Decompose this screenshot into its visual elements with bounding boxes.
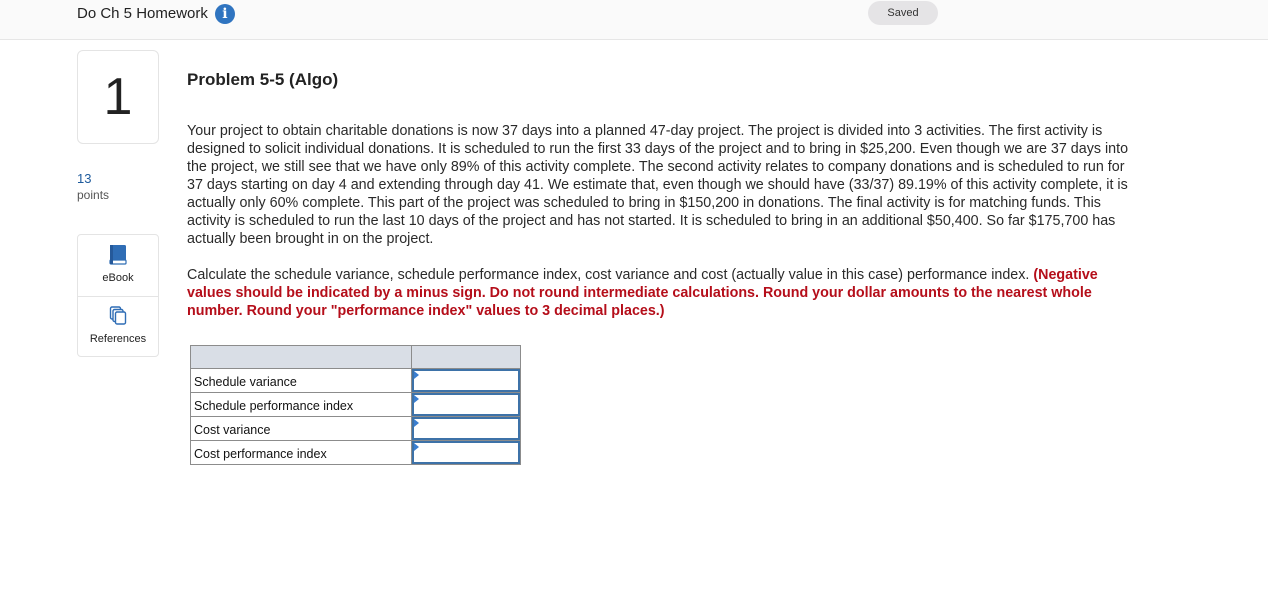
ebook-button[interactable] bbox=[78, 235, 158, 296]
cost-variance-input[interactable] bbox=[412, 417, 520, 440]
row-label-cost-performance-index: Cost performance index bbox=[191, 441, 412, 465]
answer-cell bbox=[412, 369, 521, 393]
answer-table-header-value bbox=[412, 346, 521, 369]
problem-title: Problem 5-5 (Algo) bbox=[187, 70, 339, 89]
table-row bbox=[191, 441, 521, 465]
row-label-schedule-variance: Schedule variance bbox=[191, 369, 412, 393]
answer-table-header-label bbox=[191, 346, 412, 369]
table-row bbox=[191, 393, 521, 417]
answer-cell bbox=[412, 417, 521, 441]
info-icon[interactable]: i bbox=[215, 4, 235, 24]
schedule-performance-index-input[interactable] bbox=[412, 393, 520, 416]
answer-table bbox=[190, 345, 521, 465]
row-label-cost-variance: Cost variance bbox=[191, 417, 412, 441]
row-label-schedule-performance-index: Schedule performance index bbox=[191, 393, 412, 417]
answer-cell bbox=[412, 393, 521, 417]
schedule-variance-input[interactable] bbox=[412, 369, 520, 392]
ebook-label: eBook bbox=[102, 272, 134, 284]
table-row bbox=[191, 369, 521, 393]
question-number: 1 bbox=[77, 50, 159, 144]
assignment-title: Do Ch 5 Homework bbox=[77, 5, 208, 22]
references-button[interactable] bbox=[78, 296, 158, 357]
answer-cell bbox=[412, 441, 521, 465]
points-value: 13 bbox=[77, 171, 92, 186]
problem-instructions bbox=[187, 266, 1132, 320]
book-icon bbox=[109, 245, 127, 272]
assignment-title-group bbox=[77, 4, 235, 24]
problem-statement: Your project to obtain charitable donations is now 37 days into a planned 47-day project. The project is divided into 3 activities. The first activity is designed to solicit individual donations. It is scheduled to run the first 33 days of the project and to bring in $25,200. Even though we are 37 days into the project, we still see that we have only 89% of this activity complete. The second activity relates to company donations and is scheduled to run for 37 days starting on day 4 and extending through day 41. We estimate that, even though we should have (33/37) 89.19% of this activity complete, it is actually only 60% complete. This part of the project was scheduled to bring in $150,200 in donations. The final activity is for matching funds. This activity is scheduled to run the last 10 days of the project and has not started. It is scheduled to bring in an additional $50,400. So far $175,700 has actually been brought in on the project. bbox=[187, 123, 1129, 247]
assignment-header bbox=[0, 0, 1268, 40]
points-label: points bbox=[77, 188, 110, 202]
table-row bbox=[191, 417, 521, 441]
references-label: References bbox=[89, 333, 147, 345]
question-tools-panel bbox=[77, 234, 159, 357]
instruction-text: Calculate the schedule variance, schedule performance index, cost variance and cost (actually value in this case) performance index. bbox=[187, 267, 1030, 283]
saved-status-badge: Saved bbox=[868, 1, 938, 25]
cost-performance-index-input[interactable] bbox=[412, 441, 520, 464]
answer-table-header-row bbox=[191, 346, 521, 369]
references-icon bbox=[109, 306, 127, 333]
question-points bbox=[77, 170, 109, 204]
rounding-warning: (Negative values should be indicated by a minus sign. Do not round intermediate calculations. Round your dollar amounts to the nearest whole number. Round your "performance index" values to 3 decimal places.) bbox=[187, 267, 1098, 319]
